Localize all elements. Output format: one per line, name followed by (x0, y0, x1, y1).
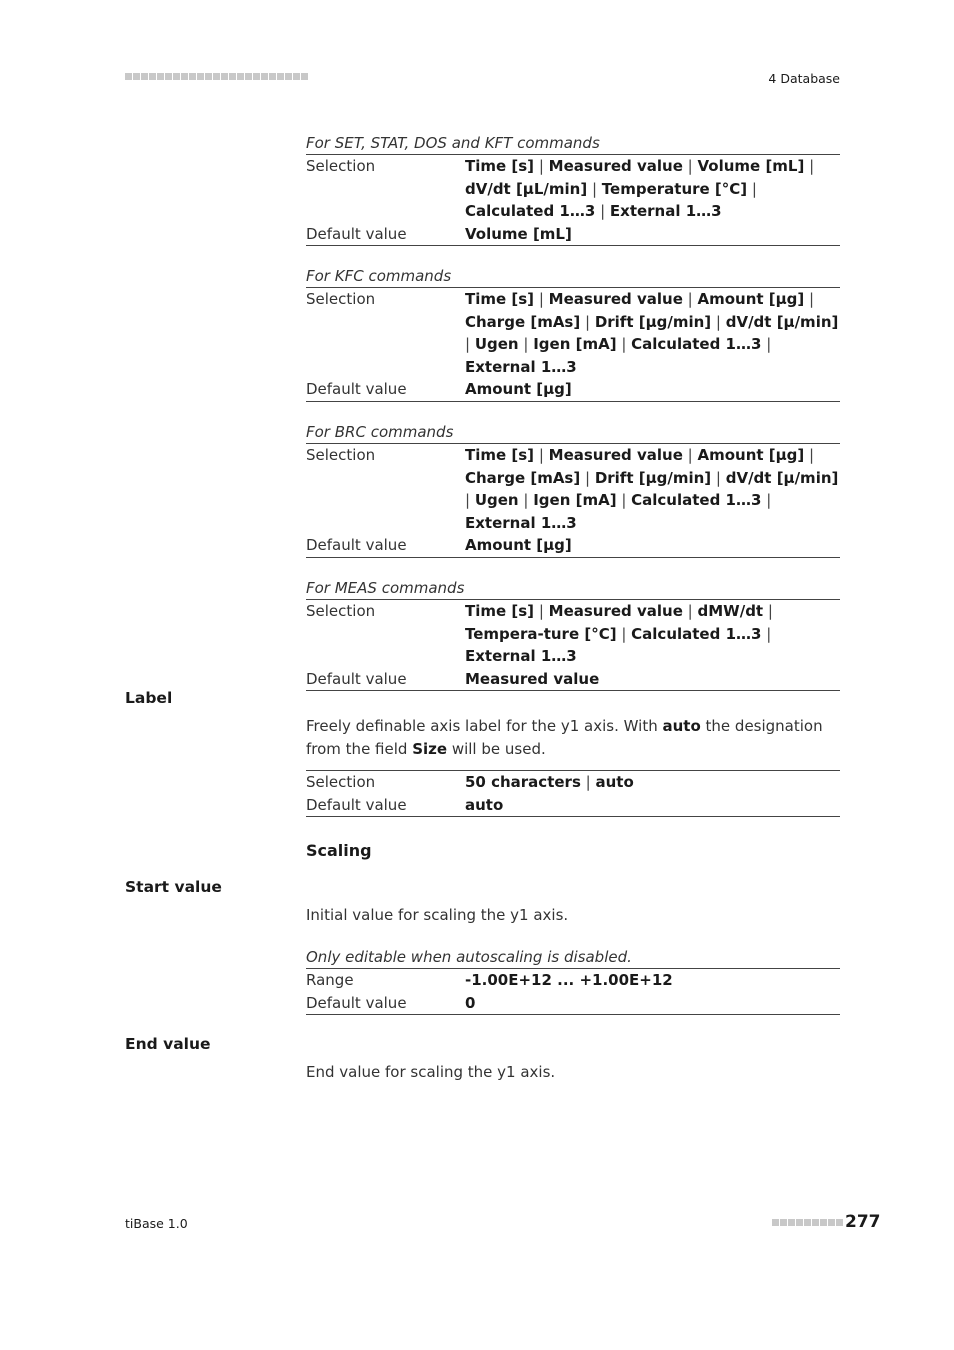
text: the designation from the field (306, 717, 823, 758)
set-commands-block (306, 132, 840, 246)
option: Calculated 1…3 (631, 624, 762, 643)
default-label: Default value (306, 536, 407, 554)
header-decoration (125, 73, 308, 80)
default-label: Default value (306, 380, 407, 398)
option-separator: | (804, 157, 815, 175)
label-heading: Label (125, 689, 173, 707)
table-row (306, 969, 840, 992)
option-separator: | (518, 491, 534, 509)
option-separator: | (534, 290, 549, 308)
option-separator: | (580, 773, 596, 791)
option: Measured value (548, 157, 683, 175)
brc-commands-block (306, 421, 840, 558)
option: Drift [µg/min] (594, 312, 712, 331)
table-title: For SET, STAT, DOS and KFT commands (306, 134, 600, 152)
option: auto (595, 773, 634, 791)
header-section: 4 Database (768, 71, 840, 86)
table-row (306, 288, 840, 379)
table-row (306, 534, 840, 557)
default-label: Default value (306, 795, 407, 814)
range-value: -1.00E+12 ... +1.00E+12 (465, 971, 673, 989)
option: dV/dt [µ/min] (725, 312, 839, 331)
option: Drift [µg/min] (594, 468, 712, 487)
option-separator: | (682, 290, 698, 308)
option-separator: | (763, 602, 773, 620)
option-separator: | (465, 335, 475, 353)
option: Measured value (548, 602, 683, 620)
text: Freely definable axis label for the y1 axis. With (306, 717, 663, 735)
default-value: Amount [µg] (465, 380, 572, 398)
label-description (306, 715, 840, 760)
option: Amount [µg] (697, 446, 805, 464)
parameter-table (306, 287, 840, 402)
option: External 1…3 (465, 357, 577, 376)
selection-label: Selection (306, 446, 376, 464)
table-row (306, 992, 840, 1015)
start-value-block (306, 946, 840, 1015)
selection-label: Selection (306, 157, 376, 175)
selection-label: Selection (306, 602, 376, 620)
option: External 1…3 (465, 647, 577, 665)
option-separator: | (804, 446, 815, 464)
parameter-table (306, 770, 840, 817)
selection-values (465, 444, 840, 535)
option: Time [s] (465, 602, 535, 620)
end-value-description: End value for scaling the y1 axis. (306, 1063, 556, 1081)
option: Ugen (474, 491, 519, 509)
option: dV/dt [µ/min] (725, 468, 839, 487)
option: 50 characters (465, 773, 581, 791)
option: Volume [mL] (697, 157, 805, 175)
option: Ugen (474, 335, 519, 353)
option: Tempera-ture [°C] (465, 624, 617, 643)
parameter-table (306, 599, 840, 691)
option-separator: | (616, 491, 632, 509)
option: Igen [mA] (533, 335, 617, 353)
option: Time [s] (465, 157, 535, 175)
default-value: Measured value (465, 669, 600, 688)
option-separator: | (711, 312, 726, 331)
end-value-heading: End value (125, 1035, 211, 1053)
footer-product: tiBase 1.0 (125, 1216, 188, 1231)
kfc-commands-block (306, 265, 840, 402)
default-value: 0 (465, 993, 476, 1012)
table-title: For MEAS commands (306, 579, 465, 597)
option-separator: | (747, 179, 757, 198)
table-row (306, 223, 840, 246)
parameter-table (306, 443, 840, 558)
option-separator: | (534, 446, 549, 464)
option-separator: | (761, 491, 772, 509)
option-separator: | (761, 624, 772, 643)
footer-decoration (772, 1219, 843, 1226)
option: Time [s] (465, 446, 535, 464)
option: Charge [mAs] (465, 468, 581, 487)
option-separator: | (587, 179, 602, 198)
option: Igen [mA] (533, 491, 617, 509)
start-value-heading: Start value (125, 878, 222, 896)
table-row (306, 600, 840, 668)
selection-values (465, 771, 840, 794)
option: External 1…3 (609, 202, 722, 220)
selection-label: Selection (306, 773, 376, 791)
parameter-table (306, 968, 840, 1015)
parameter-table (306, 154, 840, 246)
table-row (306, 444, 840, 535)
option-separator: | (465, 491, 475, 509)
option: Calculated 1…3 (631, 491, 762, 509)
table-row (306, 155, 840, 223)
option-separator: | (682, 157, 698, 175)
label-block (306, 770, 840, 817)
option: Amount [µg] (697, 290, 805, 308)
selection-label: Selection (306, 290, 376, 308)
table-row (306, 378, 840, 401)
keyword-size: Size (412, 739, 448, 758)
table-title: For BRC commands (306, 423, 454, 441)
scaling-heading: Scaling (306, 841, 372, 860)
table-row (306, 771, 840, 794)
table-title: For KFC commands (306, 267, 452, 285)
option-separator: | (595, 202, 610, 220)
option: Time [s] (465, 290, 535, 308)
table-row (306, 668, 840, 691)
option: Calculated 1…3 (631, 335, 762, 353)
default-value: Amount [µg] (465, 536, 572, 554)
meas-commands-block (306, 577, 840, 691)
option-separator: | (616, 335, 632, 353)
option-separator: | (804, 290, 815, 308)
selection-values (465, 288, 840, 379)
option: dMW/dt (697, 602, 764, 620)
option: External 1…3 (465, 513, 577, 532)
option-separator: | (534, 602, 549, 620)
option: Measured value (548, 290, 683, 308)
option: Temperature [°C] (601, 179, 748, 198)
range-label: Range (306, 971, 354, 989)
selection-values (465, 155, 840, 223)
option-separator: | (711, 468, 726, 487)
default-label: Default value (306, 993, 407, 1012)
default-value: Volume [mL] (465, 224, 572, 243)
option-separator: | (761, 335, 772, 353)
option-separator: | (518, 335, 534, 353)
selection-values (465, 600, 840, 668)
option: Charge [mAs] (465, 312, 581, 331)
option-separator: | (616, 624, 632, 643)
table-row (306, 794, 840, 817)
option-separator: | (682, 602, 698, 620)
page-number: 277 (845, 1212, 881, 1232)
option: dV/dt [µL/min] (465, 179, 588, 198)
option-separator: | (534, 157, 549, 175)
option: Calculated 1…3 (465, 202, 596, 220)
text: will be used. (447, 739, 546, 758)
option-separator: | (682, 446, 698, 464)
option: Measured value (548, 446, 683, 464)
table-title: Only editable when autoscaling is disabled. (306, 948, 632, 966)
option-separator: | (580, 312, 595, 331)
default-label: Default value (306, 224, 407, 243)
default-label: Default value (306, 669, 407, 688)
start-value-description: Initial value for scaling the y1 axis. (306, 906, 569, 924)
default-value: auto (465, 795, 504, 814)
keyword-auto: auto (662, 717, 701, 735)
option-separator: | (580, 468, 595, 487)
